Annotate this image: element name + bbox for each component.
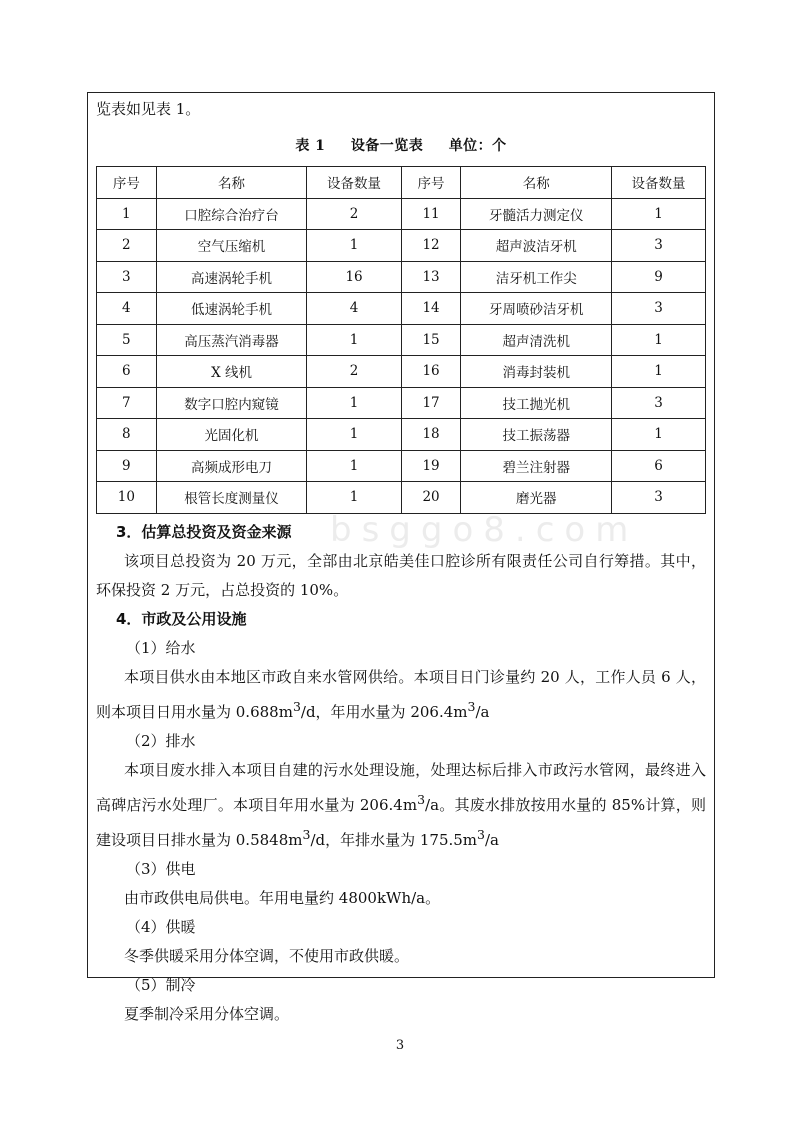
table-row (97, 293, 706, 325)
cell-no: 7 (97, 387, 157, 419)
table-row (97, 419, 706, 451)
header-qty-2: 设备数量 (612, 167, 706, 199)
table-caption (96, 135, 706, 155)
table-row (97, 324, 706, 356)
heating-text: 冬季供暖采用分体空调，不使用市政供暖。 (124, 947, 410, 965)
heating-label: （4）供暖 (126, 918, 196, 936)
cell-qty: 3 (612, 230, 706, 262)
drainage-text-a: 本项目废水排入本项目自建的污水处理设施，处理达标后排入市政污水管网，最终进入高碑店污水处理厂。本项目年用水量为 206.4m (96, 761, 706, 814)
cooling-label: （5）制冷 (126, 976, 196, 994)
cell-no: 1 (97, 198, 157, 230)
section4-heading: 4．市政及公用设施 (116, 610, 247, 628)
cell-qty: 2 (307, 356, 401, 388)
water-supply-text (96, 663, 706, 727)
drainage-text-d: /a (484, 831, 499, 849)
cell-no: 18 (401, 419, 461, 451)
header-qty-1: 设备数量 (307, 167, 401, 199)
water-supply-sup-b: 3 (467, 699, 476, 714)
document-body (96, 518, 706, 1029)
cell-name: 高速涡轮手机 (156, 261, 307, 293)
table-row (97, 450, 706, 482)
cell-name: 磨光器 (461, 482, 612, 514)
drainage-sup-b: 3 (302, 827, 311, 842)
cell-name: 低速涡轮手机 (156, 293, 307, 325)
section3-text: 该项目总投资为 20 万元，全部由北京皓美佳口腔诊所有限责任公司自行筹措。其中，环保投资 2 万元，占总投资的 10%。 (96, 552, 706, 599)
cell-name: 消毒封装机 (461, 356, 612, 388)
table-row (97, 387, 706, 419)
cell-qty: 1 (307, 324, 401, 356)
cell-name: 碧兰注射器 (461, 450, 612, 482)
intro-text: 览表如见表 1。 (96, 100, 201, 118)
cell-name: 技工抛光机 (461, 387, 612, 419)
cell-no: 5 (97, 324, 157, 356)
water-supply-label: （1）给水 (126, 639, 196, 657)
cell-name: 牙髓活力测定仪 (461, 198, 612, 230)
cell-no: 12 (401, 230, 461, 262)
cell-qty: 1 (307, 482, 401, 514)
table-row (97, 230, 706, 262)
cell-no: 8 (97, 419, 157, 451)
water-supply-text-a: 本项目供水由本地区市政自来水管网供给。本项目日门诊量约 20 人，工作人员 6 人，则本项目日用水量为 0.688m (96, 668, 706, 721)
cell-name: 超声清洗机 (461, 324, 612, 356)
cell-no: 2 (97, 230, 157, 262)
cell-qty: 16 (307, 261, 401, 293)
cell-qty: 1 (612, 419, 706, 451)
cell-no: 14 (401, 293, 461, 325)
drainage-text-b: /a。其废水排放按用水量的 85%计算，则建设项目日排水量为 0.5848m (96, 796, 707, 849)
cell-name: 洁牙机工作尖 (461, 261, 612, 293)
table-row (97, 356, 706, 388)
power-label: （3）供电 (126, 860, 196, 878)
cell-name: 技工振荡器 (461, 419, 612, 451)
drainage-sup-c: 3 (477, 827, 485, 842)
cell-no: 19 (401, 450, 461, 482)
cell-name: 高频成形电刀 (156, 450, 307, 482)
cell-no: 11 (401, 198, 461, 230)
drainage-text (96, 756, 706, 855)
cell-name: 根管长度测量仪 (156, 482, 307, 514)
table-caption-title: 设备一览表 (350, 138, 424, 154)
table-row (97, 198, 706, 230)
cell-no: 6 (97, 356, 157, 388)
table-header-row (97, 167, 706, 199)
table-row (97, 261, 706, 293)
cell-qty: 1 (612, 356, 706, 388)
water-supply-sup-a: 3 (292, 699, 301, 714)
cell-qty: 2 (307, 198, 401, 230)
equipment-table (96, 166, 706, 514)
header-name-2: 名称 (461, 167, 612, 199)
cell-qty: 1 (612, 198, 706, 230)
cell-qty: 4 (307, 293, 401, 325)
table-row (97, 482, 706, 514)
cell-no: 4 (97, 293, 157, 325)
cell-qty: 3 (612, 293, 706, 325)
page-number: 3 (395, 1038, 405, 1053)
cell-qty: 1 (307, 387, 401, 419)
drainage-sup-a: 3 (417, 792, 426, 807)
cell-name: 空气压缩机 (156, 230, 307, 262)
water-supply-text-c: /a (475, 703, 490, 721)
cooling-text: 夏季制冷采用分体空调。 (124, 1005, 290, 1023)
cell-qty: 1 (307, 450, 401, 482)
cell-no: 13 (401, 261, 461, 293)
cell-no: 16 (401, 356, 461, 388)
power-text: 由市政供电局供电。年用电量约 4800kWh/a。 (124, 889, 441, 907)
header-no-2: 序号 (401, 167, 461, 199)
drainage-label: （2）排水 (126, 732, 196, 750)
cell-no: 3 (97, 261, 157, 293)
header-no-1: 序号 (97, 167, 157, 199)
cell-qty: 6 (612, 450, 706, 482)
cell-name: 高压蒸汽消毒器 (156, 324, 307, 356)
cell-no: 20 (401, 482, 461, 514)
drainage-text-c: /d，年排水量为 175.5m (310, 831, 478, 849)
cell-no: 10 (97, 482, 157, 514)
cell-no: 9 (97, 450, 157, 482)
cell-name: 口腔综合治疗台 (156, 198, 307, 230)
cell-qty: 3 (612, 387, 706, 419)
cell-qty: 9 (612, 261, 706, 293)
header-name-1: 名称 (156, 167, 307, 199)
cell-name: 光固化机 (156, 419, 307, 451)
table-caption-label: 表 1 (295, 138, 326, 154)
section3-heading: 3．估算总投资及资金来源 (116, 523, 292, 541)
cell-name: 超声波洁牙机 (461, 230, 612, 262)
water-supply-text-b: /d，年用水量为 206.4m (300, 703, 468, 721)
cell-no: 15 (401, 324, 461, 356)
cell-name: 数字口腔内窥镜 (156, 387, 307, 419)
cell-name: X 线机 (156, 356, 307, 388)
cell-qty: 1 (612, 324, 706, 356)
watermark: bsggo8.com (330, 510, 639, 550)
cell-no: 17 (401, 387, 461, 419)
cell-qty: 1 (307, 419, 401, 451)
table-caption-unit: 单位：个 (448, 138, 507, 154)
cell-name: 牙周喷砂洁牙机 (461, 293, 612, 325)
cell-qty: 3 (612, 482, 706, 514)
cell-qty: 1 (307, 230, 401, 262)
